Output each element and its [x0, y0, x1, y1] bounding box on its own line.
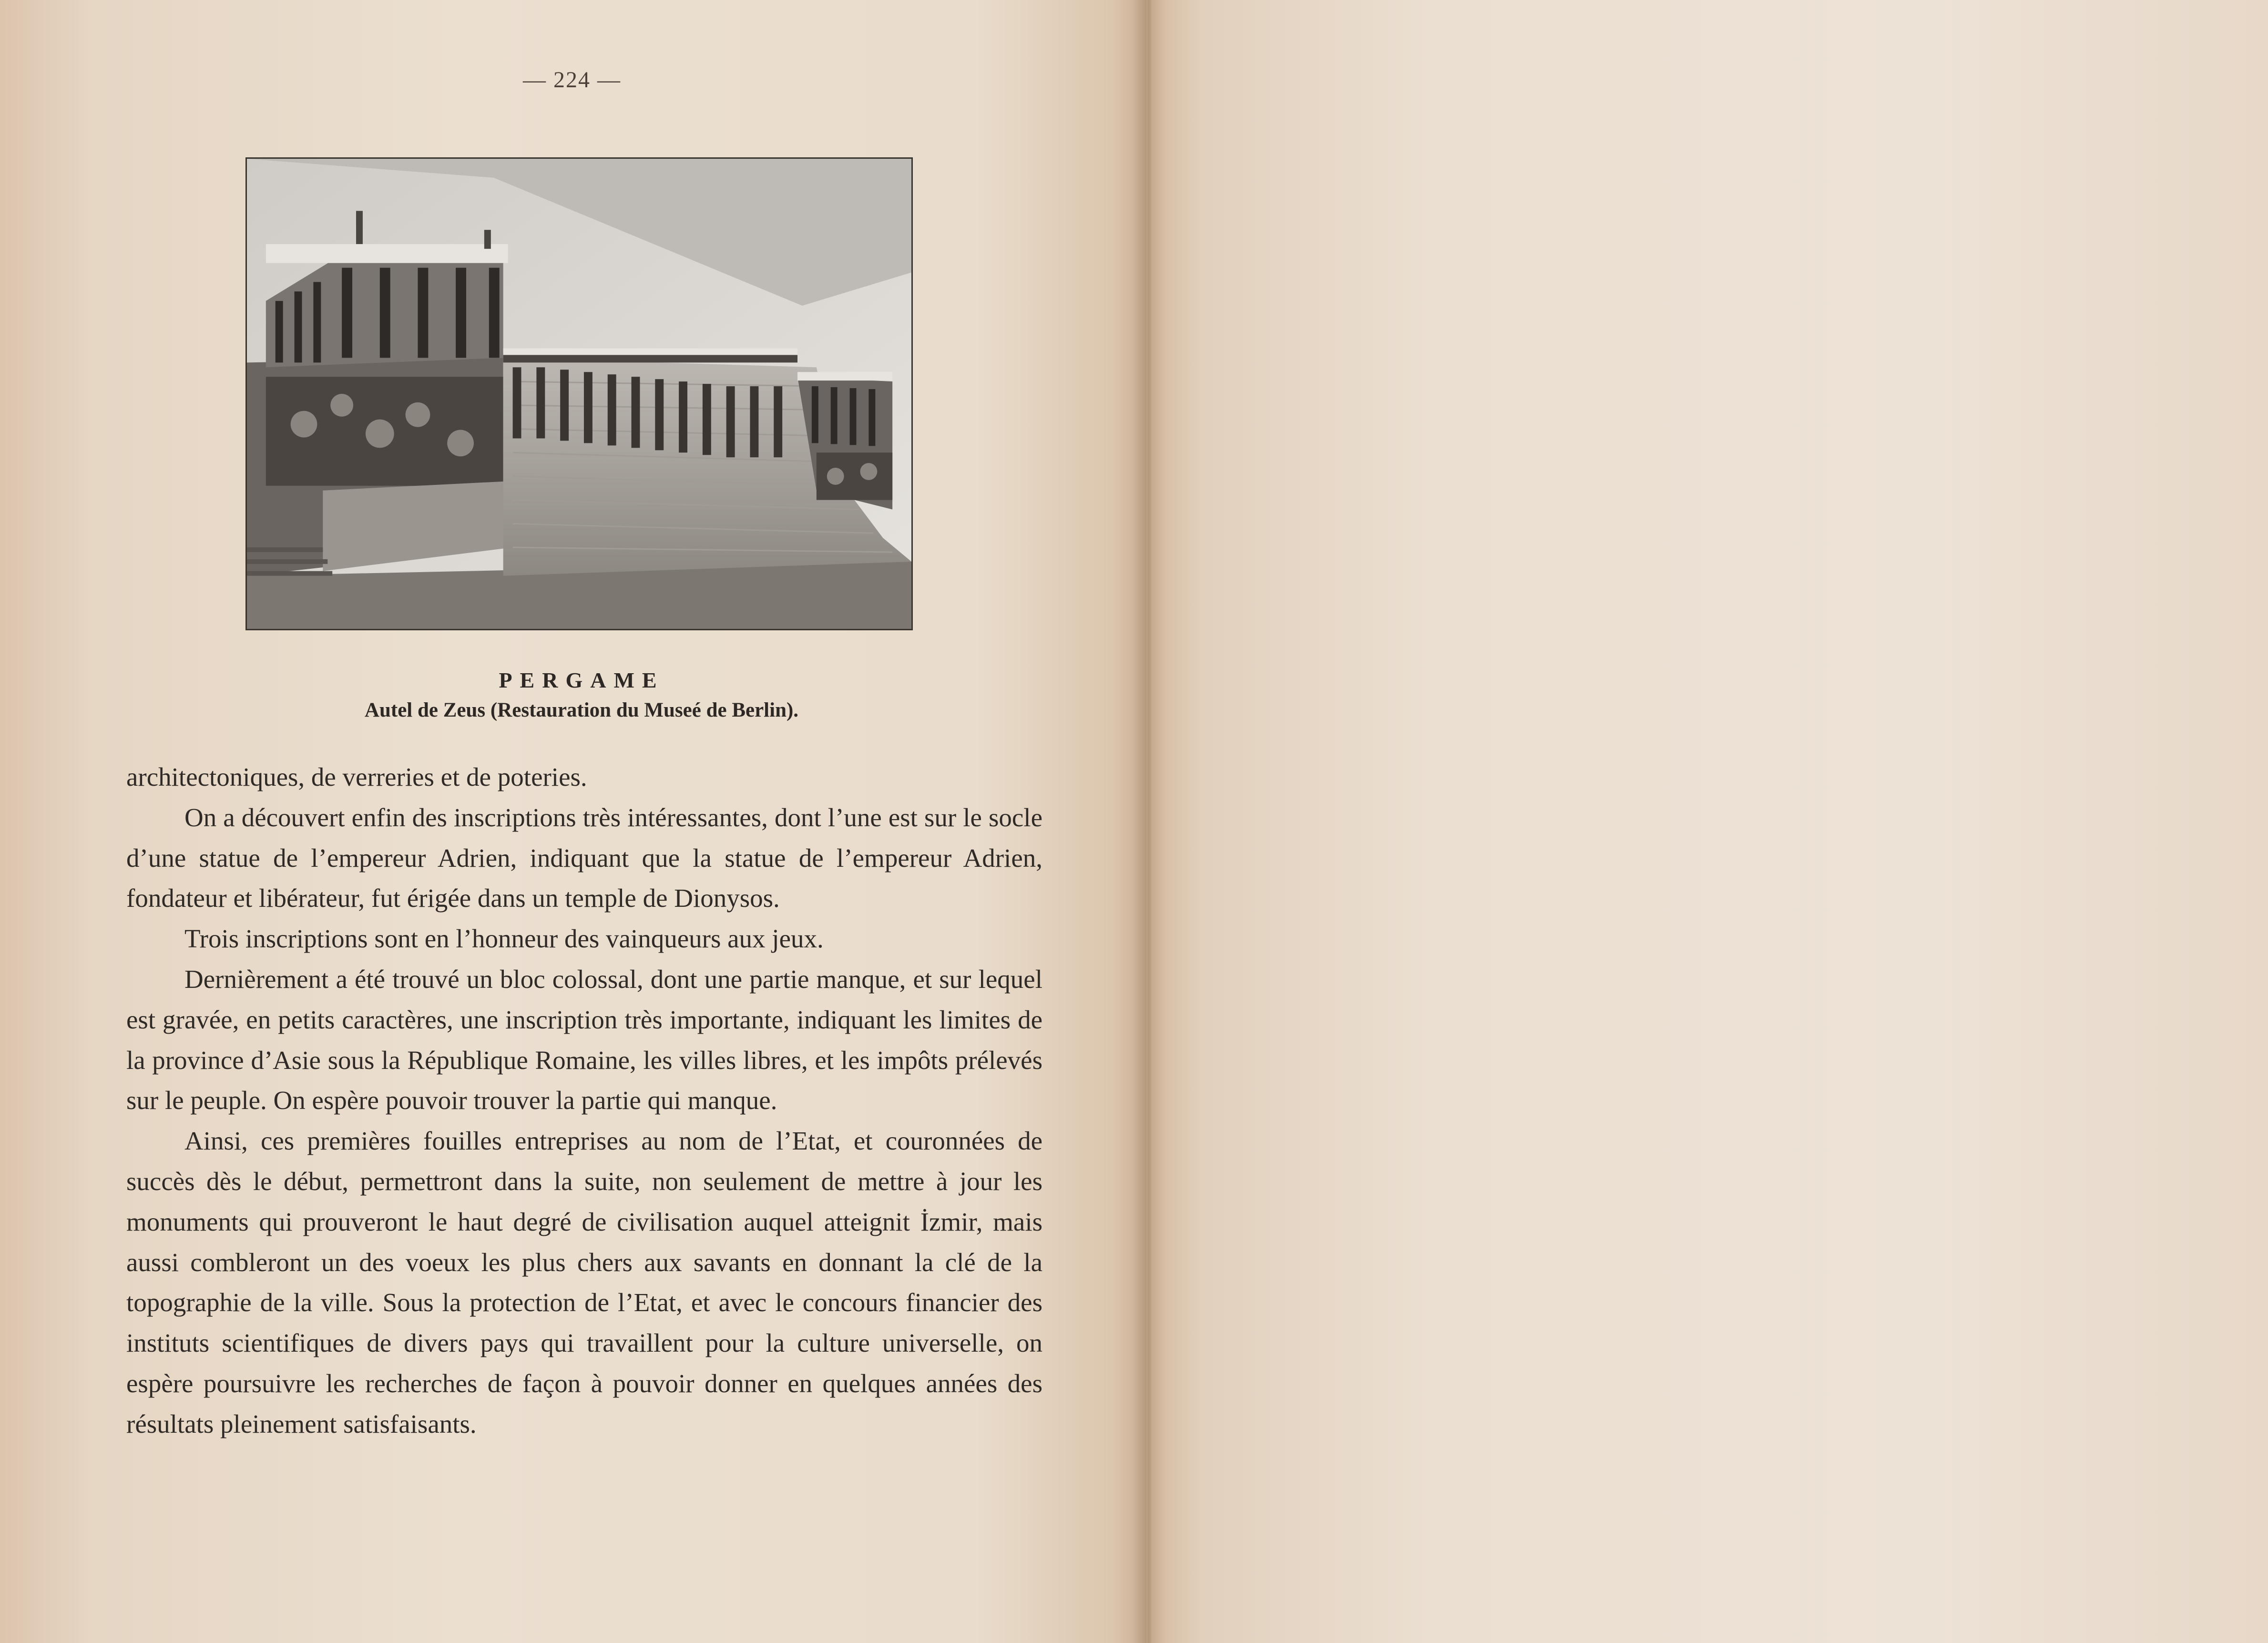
right-page-blank [1146, 0, 2268, 1643]
paragraph: Dernièrement a été trouvé un bloc colossal, dont une partie manque, et sur lequel est gravée, en petits caractères, une inscription très importante, indiquant les limites de la province d’Asie sous la République Romaine, les villes libres, et les impôts prélevés sur le peuple. On espère pouvoir trouver la partie qui manque. [126, 964, 1042, 1115]
book-gutter [1132, 0, 1165, 1643]
figure-subtitle: Autel de Zeus (Restauration du Museé de Berlin). [364, 699, 799, 721]
paragraph: On a découvert enfin des inscriptions très intéressantes, dont l’une est sur le socle d’une statue de l’empereur Adrien, indiquant que la statue de l’empereur Adrien, fondateur et libérateur, fut érigée dans un temple de Dionysos. [126, 802, 1042, 913]
pergamon-altar-photo [245, 157, 913, 630]
paragraph: Ainsi, ces premières fouilles entreprises au nom de l’Etat, et couronnées de succès dès le début, permettront dans la suite, non seulement de mettre à jour les monuments qui prouveront le haut degré de civilisation auquel atteignit İzmir, mais aussi combleront un des voeux les plus chers aux savants en donnant la clé de la topographie de la ville. Sous la protection de l’Etat, et avec le concours financier des instituts scientifiques de divers pays qui travaillent pour la culture universelle, on espère poursuivre les recherches de façon à pouvoir donner en quelques années des résultats pleinement satisfaisants. [126, 1126, 1042, 1438]
figure-title: PERGAME [499, 668, 664, 692]
page-number: — 224 — [523, 67, 621, 92]
body-text [126, 757, 1042, 1445]
paragraph: architectoniques, de verreries et de poteries. [126, 762, 587, 791]
paragraph: Trois inscriptions sont en l’honneur des vainqueurs aux jeux. [184, 924, 824, 954]
